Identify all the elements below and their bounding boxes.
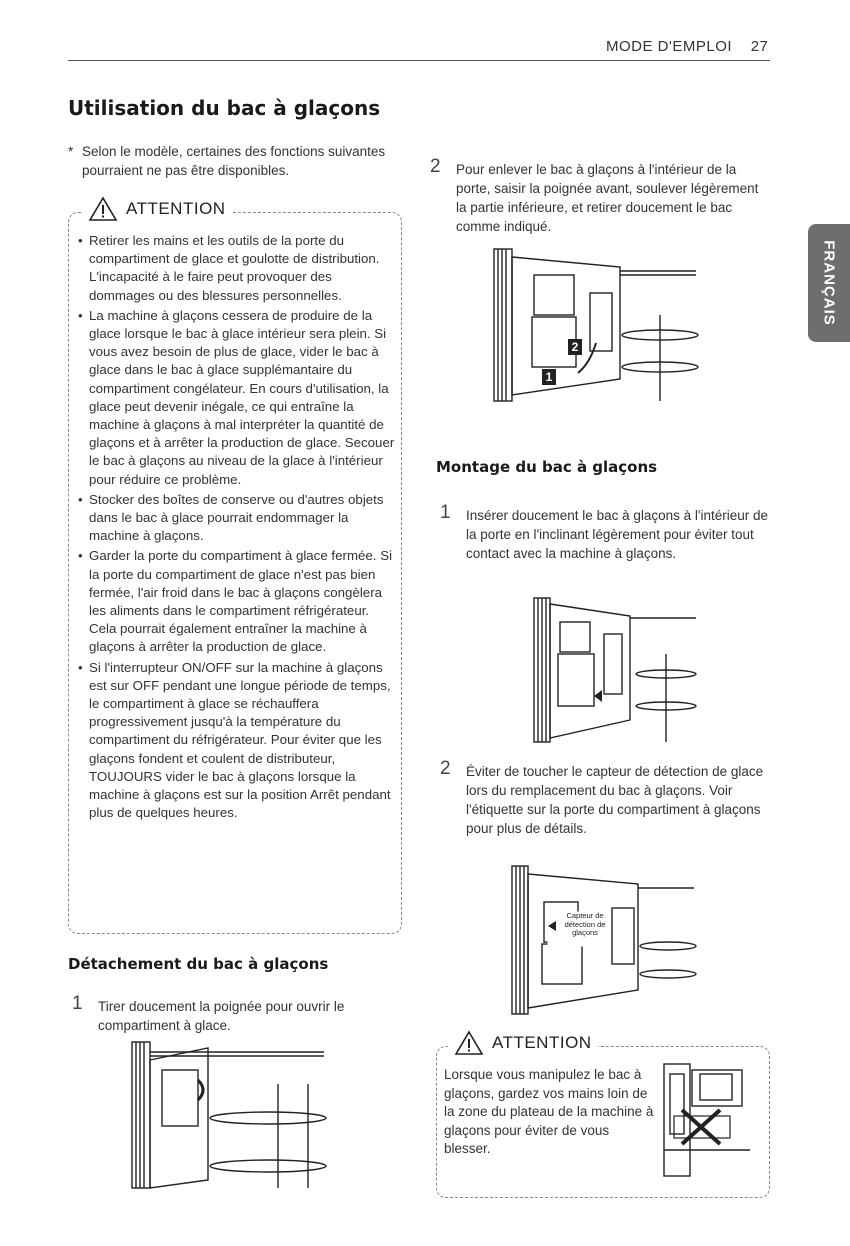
step-number: 1 xyxy=(72,993,83,1014)
figure-caution xyxy=(660,1060,760,1180)
fridge-illustration xyxy=(490,245,700,405)
step-number: 1 xyxy=(440,502,451,523)
fridge-illustration xyxy=(530,594,700,746)
attention-heading xyxy=(82,196,232,222)
warning-triangle-icon xyxy=(88,196,118,222)
figure-remove-bin xyxy=(490,245,700,405)
step-number: 2 xyxy=(440,758,451,779)
detachement-title: Détachement du bac à glaçons xyxy=(68,955,329,973)
header-title: MODE D'EMPLOI xyxy=(606,38,733,55)
header-rule xyxy=(68,60,770,61)
arrow-icon xyxy=(594,690,602,702)
attention-item: • Retirer les mains et les outils de la porte du compartiment de glace et goulotte de distribution. L'incapacité à le faire peut provoquer des dommages ou des blessures personnelles. xyxy=(78,232,396,305)
attention-item: • Garder la porte du compartiment à glace fermée. Si la porte du compartiment de glace n'est pas bien fermée, l'air froid dans le bac à glaçons congèlera les aliments dans le compartiment réfrigérateur. Cela pourrait également entraîner la machine à glaçons à arrêter la production de glace. xyxy=(78,547,396,656)
figure-sensor xyxy=(508,862,698,1017)
callout-2: 2 xyxy=(571,340,579,354)
fridge-illustration xyxy=(660,1060,760,1180)
step-text: Éviter de toucher le capteur de détection de glace lors du remplacement du bac à glaçons. Voir l'étiquette sur la porte du compartiment à glaçons pour plus de détails. xyxy=(466,764,764,836)
attention-title: ATTENTION xyxy=(126,199,226,218)
figure-insert-bin xyxy=(530,594,700,746)
language-tab-label: FRANÇAIS xyxy=(820,240,838,326)
step-text: Insérer doucement le bac à glaçons à l'intérieur de la porte en l'inclinant légèrement pour éviter tout contact avec la machine à glaçons. xyxy=(466,508,769,561)
attention-small-title: ATTENTION xyxy=(492,1033,592,1052)
attention-small-heading xyxy=(448,1030,598,1056)
montage-step-2 xyxy=(440,758,780,838)
running-header xyxy=(606,38,768,55)
detachement-step-1 xyxy=(72,993,402,1035)
montage-title: Montage du bac à glaçons xyxy=(436,458,658,476)
attention-item: • Si l'interrupteur ON/OFF sur la machine à glaçons est sur OFF pendant une longue période de temps, le compartiment à glace se réchauffera progressivement jusqu'à la température du compartiment du réfrigérateur. Pour éviter que les glaçons fondent et coulent de distributeur, TOUJOURS vider le bac à glaçons lorsque la machine à glaçons est sur la position Arrêt pendant plus de quelques heures. xyxy=(78,659,396,823)
availability-note xyxy=(68,142,408,180)
warning-triangle-icon xyxy=(454,1030,484,1056)
page-number: 27 xyxy=(750,38,769,55)
fridge-illustration xyxy=(128,1040,328,1190)
callout-1: 1 xyxy=(545,370,553,384)
sensor-label: Capteur de détection de glaçons xyxy=(564,912,606,937)
step-text: Pour enlever le bac à glaçons à l'intérieur de la porte, saisir la poignée avant, soulever légèrement la partie inférieure, et retirer doucement le bac comme indiqué. xyxy=(456,162,759,234)
note-text: Selon le modèle, certaines des fonctions suivantes pourraient ne pas être disponibles. xyxy=(82,144,386,178)
language-tab xyxy=(808,224,850,342)
montage-step-1 xyxy=(440,502,780,563)
section-title: Utilisation du bac à glaçons xyxy=(68,96,381,120)
attention-small-text: Lorsque vous manipulez le bac à glaçons, gardez vos mains loin de la zone du plateau de la machine à glaçons pour éviter de vous blesser. xyxy=(444,1067,654,1156)
attention-item: • Stocker des boîtes de conserve ou d'autres objets dans le bac à glace pourrait endommager la machine à glaçons. xyxy=(78,491,396,546)
detachement-step-2 xyxy=(430,156,770,236)
fridge-illustration xyxy=(508,862,698,1017)
attention-list xyxy=(78,232,396,825)
attention-item: • La machine à glaçons cessera de produire de la glace lorsque le bac à glace intérieur sera plein. Si vous avez besoin de plus de glace, vider le bac à glace dans le bac à glace supplémantaire du compartiment congélateur. En cours d'utilisation, la glace peut devenir inégale, ce qui entraîne la machine à glaçons à mal interpréter la quantité de glaçons et à arrêter la production de glace. Secouer le bac à glaçons au niveau de la glace à l'intérieur pour réduire ce problème. xyxy=(78,307,396,489)
figure-open-compartment xyxy=(128,1040,328,1190)
step-text: Tirer doucement la poignée pour ouvrir le compartiment à glace. xyxy=(98,999,345,1033)
note-asterisk: * xyxy=(68,144,74,159)
step-number: 2 xyxy=(430,156,441,177)
